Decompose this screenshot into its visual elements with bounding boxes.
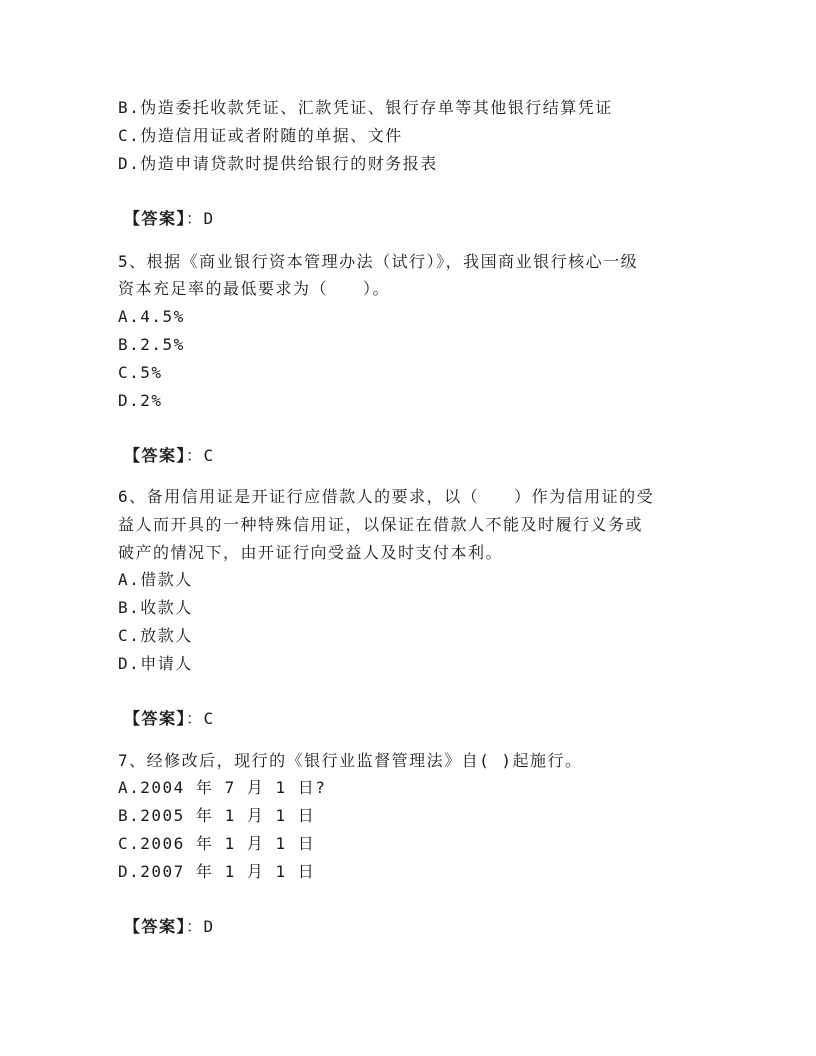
q6-option-d: D.申请人 [118,654,193,673]
answer-value: C [203,446,215,465]
q7-option-c: C.2006 年 1 月 1 日 [118,834,316,853]
q4-option-b: B.伪造委托收款凭证、汇款凭证、银行存单等其他银行结算凭证 [118,98,613,117]
answer-label: 【答案】 [124,446,187,465]
answer-value: C [203,709,215,728]
answer-label: 【答案】 [124,917,187,936]
q5-answer [124,446,215,466]
answer-label: 【答案】 [124,709,187,728]
answer-separator: ： [186,209,204,228]
q7-option-d: D.2007 年 1 月 1 日 [118,862,316,881]
q6-option-b: B.收款人 [118,598,193,617]
q6-option-c: C.放款人 [118,626,193,645]
q6-stem-line-3: 破产的情况下，由开证行向受益人及时支付本利。 [118,543,504,562]
q6-stem-line-1: 6、备用信用证是开证行应借款人的要求，以（ ）作为信用证的受 [118,487,655,506]
answer-separator: ： [186,446,204,465]
q5-option-c: C.5% [118,363,163,382]
answer-separator: ： [186,917,204,936]
answer-separator: ： [186,709,204,728]
q5-stem-line-2: 资本充足率的最低要求为（ ）。 [118,279,391,298]
q5-option-d: D.2% [118,391,163,410]
q6-option-a: A.借款人 [118,570,193,589]
q6-answer [124,709,215,729]
q4-option-c: C.伪造信用证或者附随的单据、文件 [118,126,403,145]
q4-option-d: D.伪造申请贷款时提供给银行的财务报表 [118,154,438,173]
q7-stem-line-1: 7、经修改后，现行的《银行业监督管理法》自( )起施行。 [118,751,583,770]
q4-answer [124,209,215,229]
q5-option-a: A.4.5% [118,307,185,326]
answer-value: D [203,917,215,936]
answer-value: D [203,209,215,228]
q5-option-b: B.2.5% [118,335,185,354]
q7-answer [124,917,215,937]
q7-option-b: B.2005 年 1 月 1 日 [118,806,316,825]
q6-stem-line-2: 益人而开具的一种特殊信用证，以保证在借款人不能及时履行义务或 [118,515,644,534]
answer-label: 【答案】 [124,209,187,228]
q5-stem-line-1: 5、根据《商业银行资本管理办法（试行）》，我国商业银行核心一级 [118,252,639,271]
q7-option-a: A.2004 年 7 月 1 日? [118,778,327,797]
